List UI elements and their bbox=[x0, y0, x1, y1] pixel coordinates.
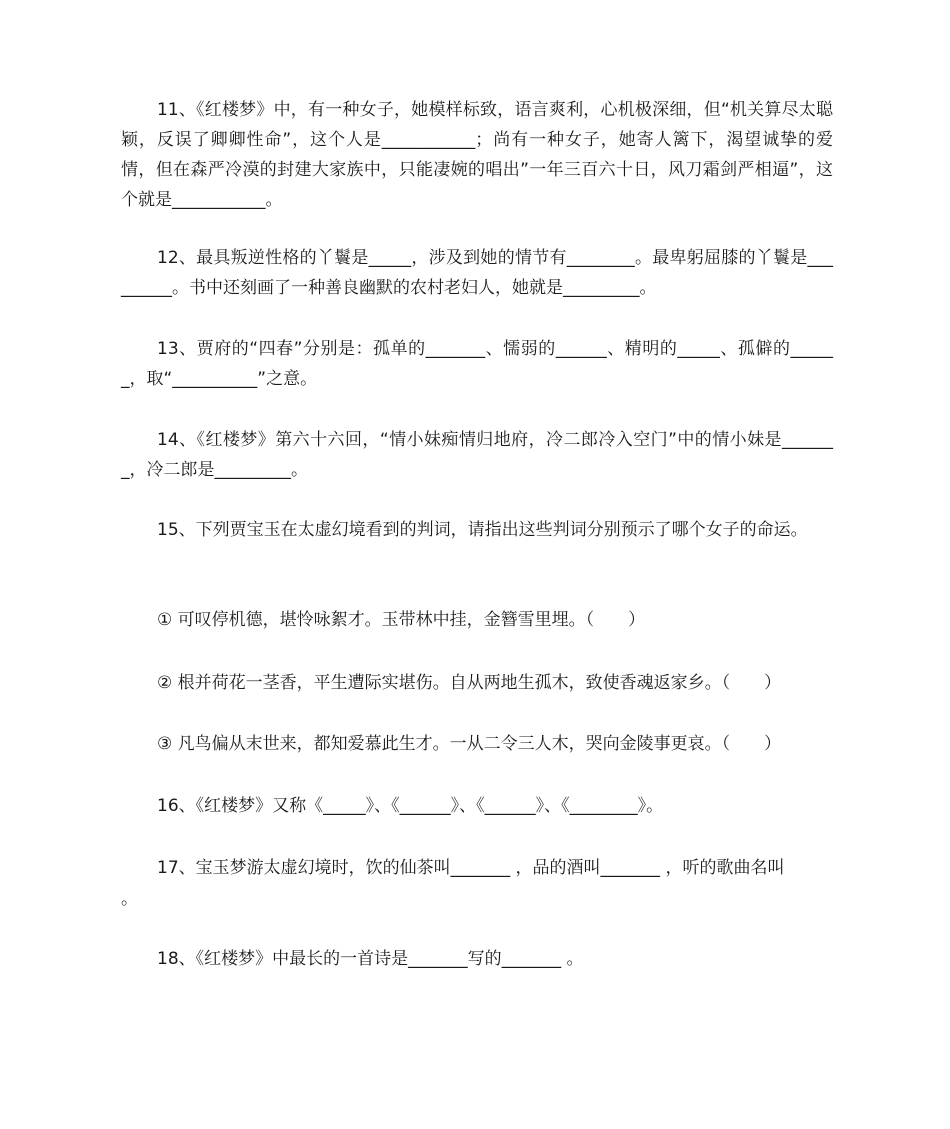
question-12: 12、最具叛逆性格的丫鬟是_____，涉及到她的情节有________。最卑躬屈膝的丫鬟是_________。书中还刻画了一种善良幽默的农村老妇人，她就是_________。 bbox=[121, 248, 833, 298]
question-15: 15、下列贾宝玉在太虚幻境看到的判词，请指出这些判词分别预示了哪个女子的命运。 bbox=[157, 520, 808, 540]
question-13: 13、贾府的“四春”分别是：孤单的_______、懦弱的______、精明的_____、孤僻的______，取“__________”之意。 bbox=[121, 339, 833, 389]
question-18: 18、《红楼梦》中最长的一首诗是_______写的_______ 。 bbox=[157, 949, 584, 969]
question-15-item-1: ① 可叹停机德，堪怜咏絮才。玉带林中挂，金簪雪里埋。（ ） bbox=[157, 610, 646, 630]
question-17: 17、宝玉梦游太虚幻境时，饮的仙茶叫_______ ，品的酒叫_______ ，听的歌曲名叫 bbox=[157, 858, 785, 878]
question-15-item-3: ③ 凡鸟偏从末世来，都知爱慕此生才。一从二令三人木，哭向金陵事更哀。（ ） bbox=[157, 734, 782, 754]
question-15-item-2: ② 根并荷花一茎香，平生遭际实堪伤。自从两地生孤木，致使香魂返家乡。（ ） bbox=[157, 673, 782, 693]
question-16: 16、《红楼梦》又称《_____》、《______》、《______》、《________》。 bbox=[157, 796, 664, 816]
question-14: 14、《红楼梦》第六十六回，“情小妹痴情归地府，冷二郎冷入空门”中的情小妹是_______，冷二郎是_________。 bbox=[121, 430, 833, 480]
question-11: 11、《红楼梦》中，有一种女子，她模样标致，语言爽利，心机极深细，但“机关算尽太聪颖，反误了卿卿性命”，这个人是___________；尚有一种女子，她寄人篱下，渴望诚挚的爱情，但在森严冷漠的封建大家族中，只能凄婉的唱出”一年三百六十日，风刀霜剑严相逼”，这个就是___________。 bbox=[121, 100, 833, 210]
question-17-tail: 。 bbox=[121, 889, 138, 909]
